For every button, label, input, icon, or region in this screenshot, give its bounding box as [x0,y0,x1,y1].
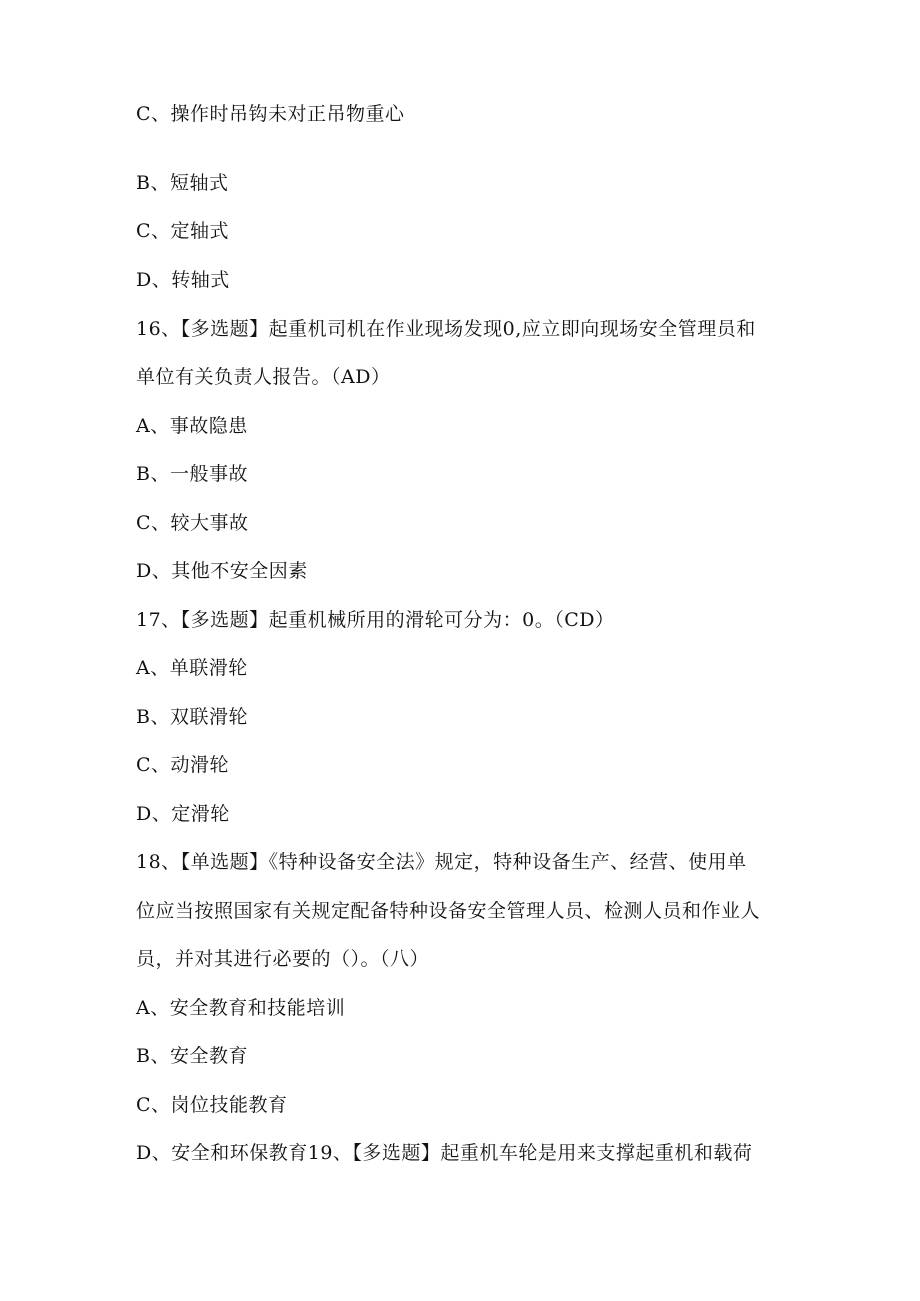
option-c-line: C、动滑轮 [136,754,230,776]
question-17-text: 17、【多选题】起重机械所用的滑轮可分为：0。（CD） [136,609,615,631]
question-18-text-cont: 位应当按照国家有关规定配备特种设备安全管理人员、检测人员和作业人 [136,900,761,922]
question-18-text-cont: 员，并对其进行必要的（）。（八） [136,948,430,970]
question-18-text: 18、【单选题】《特种设备安全法》规定，特种设备生产、经营、使用单 [136,851,747,873]
question-16-text-cont: 单位有关负责人报告。（AD） [136,366,391,388]
question-16-text: 16、【多选题】起重机司机在作业现场发现0,应立即向现场安全管理员和 [136,318,756,340]
option-c-line: C、操作时吊钩未对正吊物重心 [136,103,405,125]
option-d-line: D、转轴式 [136,269,230,291]
option-a-line: A、事故隐患 [136,415,248,437]
option-c-line: C、较大事故 [136,512,249,534]
option-c-line: C、岗位技能教育 [136,1094,288,1116]
option-b-line: B、一般事故 [136,463,248,485]
option-a-line: A、安全教育和技能培训 [136,997,346,1019]
option-d-line-and-question-19: D、安全和环保教育19、【多选题】起重机车轮是用来支撑起重机和载荷 [136,1142,753,1164]
option-d-line: D、其他不安全因素 [136,560,308,582]
option-c-line: C、定轴式 [136,220,230,242]
option-d-line: D、定滑轮 [136,803,230,825]
option-b-line: B、安全教育 [136,1045,248,1067]
option-a-line: A、单联滑轮 [136,657,248,679]
option-b-line: B、双联滑轮 [136,706,248,728]
option-b-line: B、短轴式 [136,172,229,194]
